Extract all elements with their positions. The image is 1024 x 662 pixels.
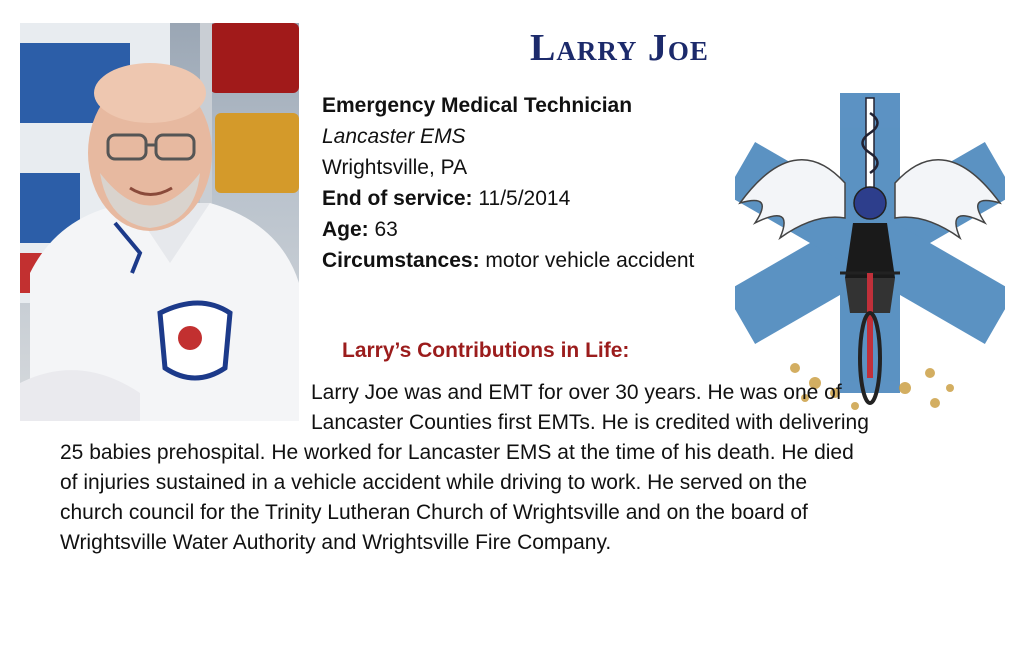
age-value: 63 <box>368 218 398 241</box>
end-of-service-label: End of service: <box>322 187 473 210</box>
agency: Lancaster EMS <box>322 125 466 148</box>
bio-line: Larry Joe was and EMT for over 30 years. He was one of <box>311 381 842 404</box>
bio-line: Wrightsville Water Authority and Wrightsville Fire Company. <box>60 531 612 554</box>
page-title: Larry Joe <box>530 27 709 69</box>
bio-line: church council for the Trinity Lutheran Church of Wrightsville and on the board of <box>60 501 808 524</box>
role-line <box>322 90 694 121</box>
contributions-text <box>60 378 960 558</box>
bio-line: 25 babies prehospital. He worked for Lancaster EMS at the time of his death. He died <box>60 441 854 464</box>
circumstances-line <box>322 245 694 276</box>
circumstances-value: motor vehicle accident <box>479 249 695 272</box>
bio-line: Lancaster Counties first EMTs. He is credited with delivering <box>311 411 869 434</box>
circumstances-label: Circumstances: <box>322 249 480 272</box>
end-of-service-value: 11/5/2014 <box>472 187 571 210</box>
end-of-service-line <box>322 183 694 214</box>
info-block <box>322 90 694 276</box>
age-line <box>322 214 694 245</box>
location: Wrightsville, PA <box>322 156 468 179</box>
portrait-illustration <box>20 23 299 421</box>
star-of-life-with-wings-cyclist-icon <box>735 88 1005 418</box>
portrait-photo <box>20 23 299 421</box>
role: Emergency Medical Technician <box>322 94 633 117</box>
contributions-heading: Larry’s Contributions in Life: <box>342 339 630 362</box>
age-label: Age: <box>322 218 369 241</box>
bio-line: of injuries sustained in a vehicle accident while driving to work. He served on the <box>60 471 808 494</box>
